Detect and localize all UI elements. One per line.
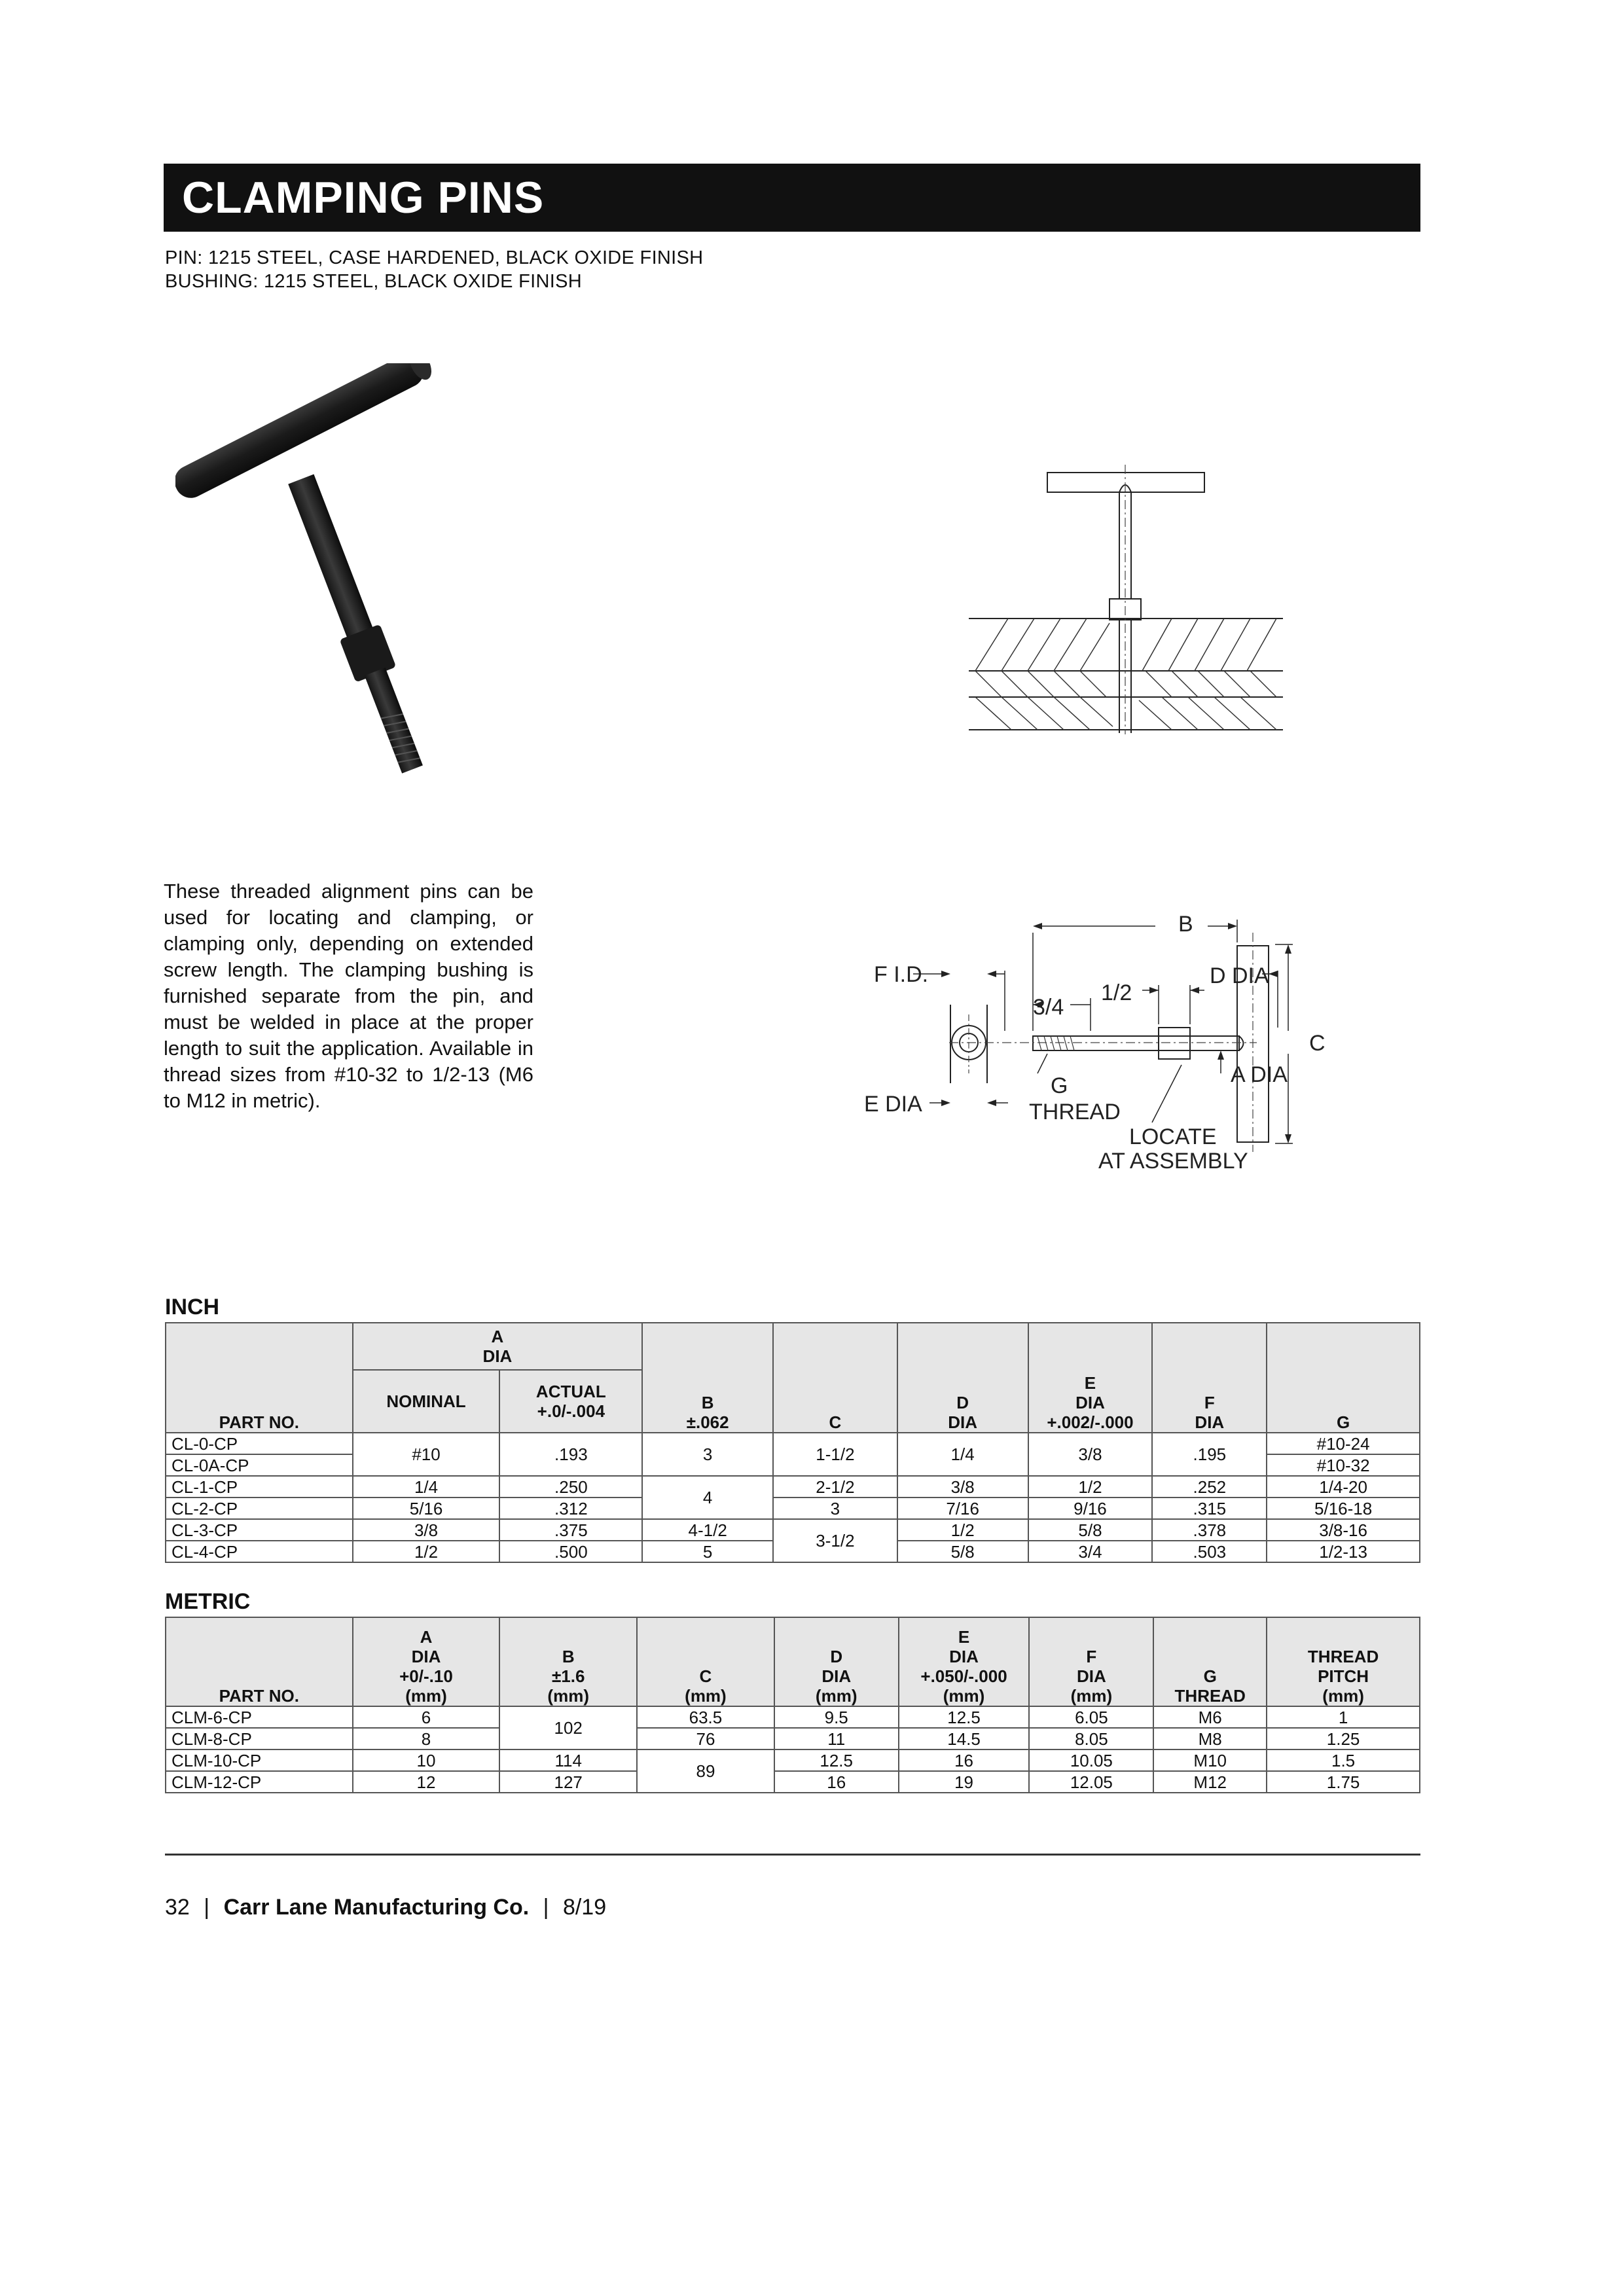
- e-value: 19: [899, 1771, 1030, 1793]
- pitch-value: 1: [1267, 1706, 1420, 1728]
- a-value: 10: [353, 1749, 500, 1771]
- part-number: CLM-6-CP: [166, 1706, 353, 1728]
- a-nominal: 5/16: [353, 1498, 500, 1519]
- metric-header-g-thread: THREAD: [1174, 1686, 1246, 1706]
- inch-header-g: G: [1267, 1323, 1420, 1433]
- a-nominal: 1/2: [353, 1541, 500, 1562]
- e-value: 9/16: [1028, 1498, 1153, 1519]
- g-value: 1/4-20: [1267, 1476, 1420, 1498]
- c-value: 3: [773, 1498, 897, 1519]
- d-value: 16: [774, 1771, 899, 1793]
- g-value: M6: [1153, 1706, 1267, 1728]
- b-value: 114: [499, 1749, 637, 1771]
- inch-header-b-tol: ±.062: [686, 1412, 729, 1432]
- a-actual: .312: [499, 1498, 642, 1519]
- part-number: CL-3-CP: [166, 1519, 353, 1541]
- half-label: 1/2: [1101, 980, 1132, 1005]
- metric-header-pitch-unit: (mm): [1322, 1686, 1364, 1706]
- metric-header-c-unit: (mm): [685, 1686, 727, 1706]
- inch-header-b: B: [701, 1393, 714, 1412]
- b-value: 127: [499, 1771, 637, 1793]
- part-number: CL-0A-CP: [166, 1454, 353, 1476]
- metric-header-d: D: [830, 1647, 843, 1666]
- metric-header-b: B: [562, 1647, 575, 1666]
- pitch-value: 1.25: [1267, 1728, 1420, 1749]
- b-value: 102: [499, 1706, 637, 1749]
- inch-header-nominal: NOMINAL: [353, 1370, 500, 1433]
- part-number: CL-1-CP: [166, 1476, 353, 1498]
- f-value: .195: [1152, 1433, 1267, 1476]
- metric-header-e-dia: DIA: [949, 1647, 979, 1666]
- d-value: 11: [774, 1728, 899, 1749]
- inch-header-e-dia: DIA: [1075, 1393, 1105, 1412]
- e-value: 12.5: [899, 1706, 1030, 1728]
- part-number: CL-4-CP: [166, 1541, 353, 1562]
- e-value: 3/4: [1028, 1541, 1153, 1562]
- table-row: [166, 1433, 1420, 1454]
- bushing-material-text: BUSHING: 1215 STEEL, BLACK OXIDE FINISH: [165, 271, 583, 292]
- c-value: 89: [637, 1749, 774, 1793]
- g-value: M8: [1153, 1728, 1267, 1749]
- table-row: [166, 1498, 1420, 1519]
- a-actual: .375: [499, 1519, 642, 1541]
- inch-header-e: E: [1084, 1373, 1096, 1393]
- f-value: .503: [1152, 1541, 1267, 1562]
- metric-spec-table: [165, 1617, 1420, 1793]
- publication-date: 8/19: [562, 1895, 607, 1920]
- metric-header-e: E: [958, 1627, 970, 1647]
- company-name: Carr Lane Manufacturing Co.: [223, 1895, 530, 1920]
- pin-material-text: PIN: 1215 STEEL, CASE HARDENED, BLACK OXIDE FINISH: [165, 247, 704, 268]
- inch-header-d-dia: DIA: [948, 1412, 978, 1432]
- a-dia-label: A DIA: [1231, 1062, 1288, 1087]
- clamping-pin-photo: [175, 363, 516, 795]
- inch-header-a-dia: DIA: [482, 1346, 513, 1366]
- table-row: [166, 1749, 1420, 1771]
- g-value: 3/8-16: [1267, 1519, 1420, 1541]
- metric-header-e-unit: (mm): [943, 1686, 985, 1706]
- page-number: 32: [165, 1895, 190, 1920]
- e-value: 16: [899, 1749, 1030, 1771]
- part-number: CLM-8-CP: [166, 1728, 353, 1749]
- metric-header-a-unit: (mm): [405, 1686, 447, 1706]
- g-value: M10: [1153, 1749, 1267, 1771]
- d-dia-label: D DIA: [1210, 963, 1269, 988]
- inch-header-f: F: [1204, 1393, 1215, 1412]
- f-value: 8.05: [1029, 1728, 1153, 1749]
- g-value: 5/16-18: [1267, 1498, 1420, 1519]
- dimension-drawing: [851, 893, 1375, 1188]
- g-value: 1/2-13: [1267, 1541, 1420, 1562]
- metric-header-a: A: [420, 1627, 433, 1647]
- metric-header-part: PART NO.: [166, 1617, 353, 1706]
- pitch-value: 1.5: [1267, 1749, 1420, 1771]
- inch-header-part: PART NO.: [166, 1323, 353, 1433]
- d-value: 7/16: [897, 1498, 1028, 1519]
- f-value: 12.05: [1029, 1771, 1153, 1793]
- pin-shaft: [281, 471, 433, 777]
- d-value: 12.5: [774, 1749, 899, 1771]
- c-value: 2-1/2: [773, 1476, 897, 1498]
- c-value: 76: [637, 1728, 774, 1749]
- e-value: 5/8: [1028, 1519, 1153, 1541]
- d-value: 9.5: [774, 1706, 899, 1728]
- metric-header-pitch-1: THREAD: [1307, 1647, 1379, 1666]
- footer-separator: |: [543, 1895, 549, 1920]
- metric-header-e-tol: +.050/-.000: [920, 1666, 1007, 1686]
- a-nominal: 1/4: [353, 1476, 500, 1498]
- metric-header-f-dia: DIA: [1076, 1666, 1106, 1686]
- a-value: 12: [353, 1771, 500, 1793]
- inch-spec-table: [165, 1322, 1420, 1563]
- b-value: 5: [642, 1541, 773, 1562]
- f-value: 10.05: [1029, 1749, 1153, 1771]
- part-number: CL-0-CP: [166, 1433, 353, 1454]
- a-nominal: 3/8: [353, 1519, 500, 1541]
- part-number: CLM-10-CP: [166, 1749, 353, 1771]
- page-title: CLAMPING PINS: [164, 164, 1420, 232]
- part-number: CLM-12-CP: [166, 1771, 353, 1793]
- inch-header-actual-tol: +.0/-.004: [537, 1401, 605, 1421]
- metric-header-d-dia: DIA: [821, 1666, 852, 1686]
- f-value: .252: [1152, 1476, 1267, 1498]
- metric-header-a-tol: +0/-.10: [399, 1666, 453, 1686]
- c-value: 1-1/2: [773, 1433, 897, 1476]
- e-dia-label: E DIA: [864, 1092, 922, 1117]
- metric-header-d-unit: (mm): [815, 1686, 857, 1706]
- table-row: [166, 1476, 1420, 1498]
- b-value: 4-1/2: [642, 1519, 773, 1541]
- f-value: .378: [1152, 1519, 1267, 1541]
- a-actual: .250: [499, 1476, 642, 1498]
- g-value: #10-24: [1267, 1433, 1420, 1454]
- f-value: .315: [1152, 1498, 1267, 1519]
- footer-divider: [165, 1854, 1420, 1856]
- g-label: G: [1051, 1073, 1068, 1098]
- table-row: [166, 1519, 1420, 1541]
- c-label: C: [1309, 1031, 1326, 1056]
- metric-header-pitch-2: PITCH: [1318, 1666, 1369, 1686]
- metric-header-f-unit: (mm): [1070, 1686, 1113, 1706]
- table-row: [166, 1771, 1420, 1793]
- inch-header-actual: ACTUAL: [535, 1382, 606, 1401]
- d-value: 3/8: [897, 1476, 1028, 1498]
- at-assembly-label: AT ASSEMBLY: [1098, 1149, 1248, 1174]
- d-value: 5/8: [897, 1541, 1028, 1562]
- e-value: 1/2: [1028, 1476, 1153, 1498]
- inch-header-a: A: [491, 1327, 504, 1346]
- inch-header-f-dia: DIA: [1195, 1412, 1225, 1432]
- metric-header-g: G: [1203, 1666, 1217, 1686]
- three-quarter-label: 3/4: [1033, 995, 1064, 1020]
- b-value: 4: [642, 1476, 773, 1519]
- b-value: 3: [642, 1433, 773, 1476]
- pitch-value: 1.75: [1267, 1771, 1420, 1793]
- locate-label: LOCATE: [1129, 1124, 1217, 1149]
- fid-label: F I.D.: [874, 962, 929, 987]
- metric-header-f: F: [1086, 1647, 1097, 1666]
- a-actual: .193: [499, 1433, 642, 1476]
- inch-header-c: C: [773, 1323, 897, 1433]
- table-row: [166, 1706, 1420, 1728]
- metric-header-a-dia: DIA: [411, 1647, 441, 1666]
- inch-header-e-tol: +.002/-.000: [1047, 1412, 1134, 1432]
- g-value: M12: [1153, 1771, 1267, 1793]
- a-actual: .500: [499, 1541, 642, 1562]
- d-value: 1/2: [897, 1519, 1028, 1541]
- metric-header-c: C: [699, 1666, 712, 1686]
- c-value: 63.5: [637, 1706, 774, 1728]
- c-value: 3-1/2: [773, 1519, 897, 1562]
- a-value: 6: [353, 1706, 500, 1728]
- b-label: B: [1178, 912, 1193, 937]
- assembly-section-drawing: [962, 452, 1290, 736]
- metric-header-b-tol: ±1.6: [552, 1666, 585, 1686]
- product-description: These threaded alignment pins can be used for locating and clamping, or clamping only, depending on extended screw length. The clamping bushing is furnished separate from the pin, and must be welded in place at the proper length to suit the application. Available in thread sizes from #10-32 to 1/2-13 (M6 to M12 in metric).: [164, 880, 533, 1112]
- footer-separator: |: [204, 1895, 210, 1920]
- part-number: CL-2-CP: [166, 1498, 353, 1519]
- thread-marks: [1038, 1036, 1074, 1050]
- metric-header-b-unit: (mm): [547, 1686, 589, 1706]
- table-row: [166, 1728, 1420, 1749]
- thread-label: THREAD: [1029, 1100, 1121, 1124]
- f-value: 6.05: [1029, 1706, 1153, 1728]
- e-value: 3/8: [1028, 1433, 1153, 1476]
- page-footer: [165, 1895, 606, 1920]
- metric-section-title: METRIC: [165, 1589, 251, 1614]
- inch-header-d: D: [956, 1393, 969, 1412]
- g-value: #10-32: [1267, 1454, 1420, 1476]
- e-value: 14.5: [899, 1728, 1030, 1749]
- a-nominal: #10: [353, 1433, 500, 1476]
- d-value: 1/4: [897, 1433, 1028, 1476]
- inch-section-title: INCH: [165, 1295, 220, 1319]
- a-value: 8: [353, 1728, 500, 1749]
